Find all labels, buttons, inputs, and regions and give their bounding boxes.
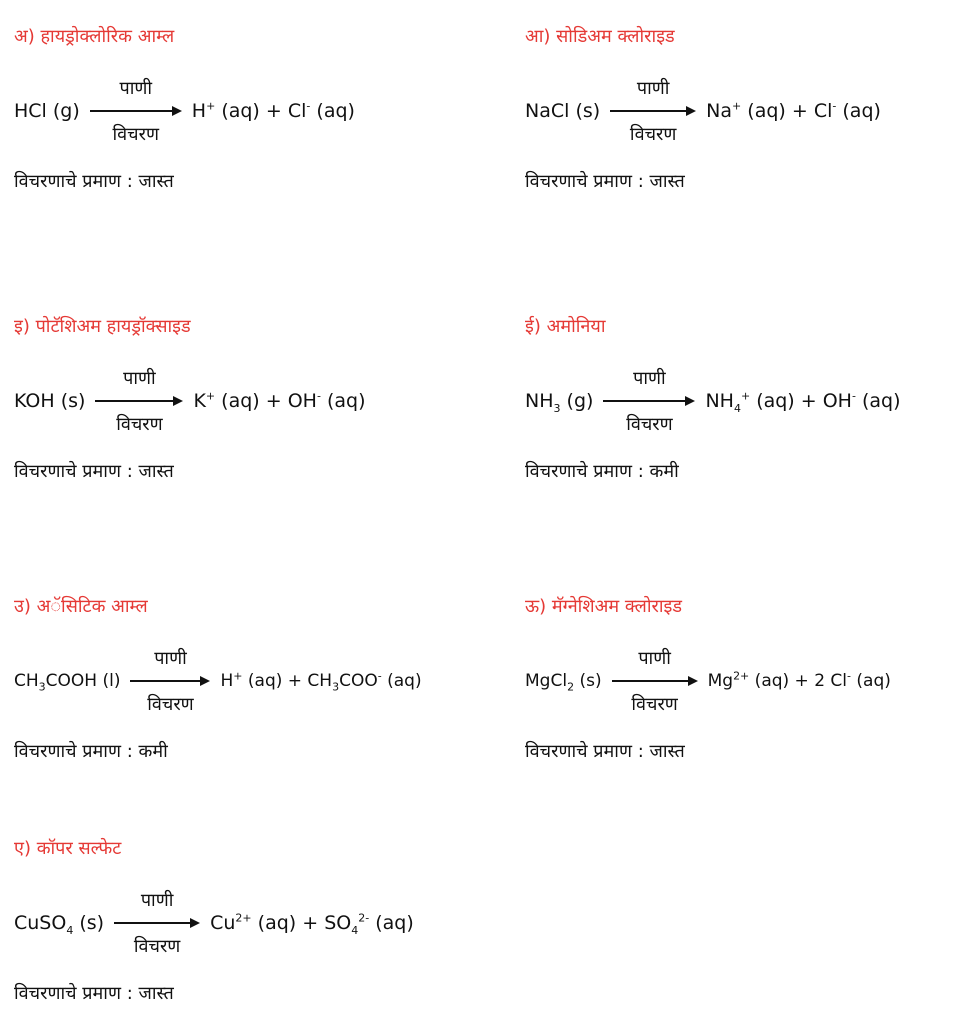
entry-hydrochloric-acid: [14, 24, 474, 214]
reaction-equation: [14, 888, 414, 958]
products: Na+ (aq) + Cl- (aq): [706, 99, 881, 122]
arrow-label-water: पाणी: [140, 890, 174, 911]
products: $Mg^{2+}$ (aq) + 2 Cl- (aq): [707, 669, 891, 691]
reaction-equation: [525, 76, 881, 146]
entry-title: ए) कॉपर सल्फेट: [14, 838, 122, 859]
extent-value: जास्त: [649, 741, 685, 762]
reactant: HCl (g): [14, 100, 80, 122]
arrow-head-icon: [685, 396, 695, 406]
reactant: $NH_3$ (g): [525, 390, 594, 415]
entry-title: उ) अॅसिटिक आम्ल: [14, 596, 148, 617]
arrow-label-water: पाणी: [119, 78, 153, 99]
dissociation-extent: विचरणाचे प्रमाण : जास्त: [14, 983, 174, 1004]
arrow-head-icon: [200, 676, 210, 686]
arrow-head-icon: [173, 396, 183, 406]
extent-value: जास्त: [649, 171, 685, 192]
reactant: MgCl$_2$ (s): [525, 671, 602, 694]
reaction-arrow: [95, 366, 183, 436]
reaction-arrow: [130, 646, 210, 716]
products: H+ (aq) + Cl- (aq): [191, 99, 355, 122]
reaction-arrow: [603, 366, 695, 436]
arrow-label-water: पाणी: [154, 648, 187, 669]
entry-ammonia: [525, 314, 968, 504]
extent-value: जास्त: [138, 171, 174, 192]
entry-sodium-chloride: [525, 24, 968, 214]
arrow-head-icon: [686, 106, 696, 116]
arrow-label-water: पाणी: [123, 368, 156, 389]
arrow-label-dissociation: विचरण: [629, 124, 677, 145]
entry-magnesium-chloride: [525, 594, 968, 784]
extent-value: कमी: [649, 461, 679, 482]
arrow-label-water: पाणी: [633, 368, 666, 389]
extent-value: जास्त: [138, 461, 174, 482]
entry-potassium-hydroxide: [14, 314, 474, 504]
entry-title: ई) अमोनिया: [525, 316, 606, 337]
products: $Cu^{2+}$ $(aq) + SO_4^{2-}$ (aq): [210, 911, 414, 937]
reaction-equation: [14, 76, 355, 146]
extent-value: जास्त: [138, 983, 174, 1004]
arrow-head-icon: [190, 918, 200, 928]
arrow-label-water: पाणी: [638, 648, 671, 669]
reaction-arrow: [90, 76, 182, 146]
arrow-head-icon: [688, 676, 698, 686]
dissociation-extent: विचरणाचे प्रमाण : कमी: [525, 461, 679, 482]
reactant: CuSO$_4$ (s): [14, 912, 105, 937]
reaction-arrow: [114, 888, 200, 958]
arrow-label-dissociation: विचरण: [631, 694, 678, 715]
arrow-label-water: पाणी: [636, 78, 670, 99]
entry-acetic-acid: [14, 594, 474, 784]
products: K+ (aq) + OH- (aq): [193, 389, 366, 412]
entry-title: आ) सोडिअम क्लोराइड: [525, 26, 675, 47]
reaction-equation: [525, 646, 891, 716]
entry-title: इ) पोटॅशिअम हायड्रॉक्साइड: [14, 316, 191, 337]
dissociation-extent: विचरणाचे प्रमाण : जास्त: [14, 171, 174, 192]
dissociation-extent: विचरणाचे प्रमाण : जास्त: [525, 171, 685, 192]
reaction-arrow: [610, 76, 696, 146]
arrow-label-dissociation: विचरण: [133, 936, 181, 957]
dissociation-extent: विचरणाचे प्रमाण : जास्त: [525, 741, 685, 762]
reactant: $CH_3COOH$ (l): [14, 671, 121, 694]
entry-copper-sulfate: [14, 836, 474, 1026]
reaction-equation: [14, 646, 422, 716]
reactant: KOH (s): [14, 390, 86, 412]
entry-title: अ) हायड्रोक्लोरिक आम्ल: [14, 26, 175, 47]
reaction-equation: [525, 366, 901, 436]
dissociation-extent: विचरणाचे प्रमाण : जास्त: [14, 461, 174, 482]
products: $NH_4^+$ (aq) + OH- (aq): [705, 389, 901, 415]
products: H+ $(aq) + CH_3COO^-$ (aq): [220, 669, 422, 694]
dissociation-extent: विचरणाचे प्रमाण : कमी: [14, 741, 168, 762]
reaction-equation: [14, 366, 366, 436]
arrow-label-dissociation: विचरण: [116, 414, 163, 435]
arrow-label-dissociation: विचरण: [112, 124, 159, 145]
reaction-arrow: [612, 646, 698, 716]
entry-title: ऊ) मॅग्नेशिअम क्लोराइड: [525, 596, 682, 617]
arrow-head-icon: [172, 106, 182, 116]
arrow-label-dissociation: विचरण: [147, 694, 194, 715]
arrow-label-dissociation: विचरण: [626, 414, 673, 435]
reactant: NaCl (s): [525, 100, 601, 122]
extent-value: कमी: [138, 741, 168, 762]
